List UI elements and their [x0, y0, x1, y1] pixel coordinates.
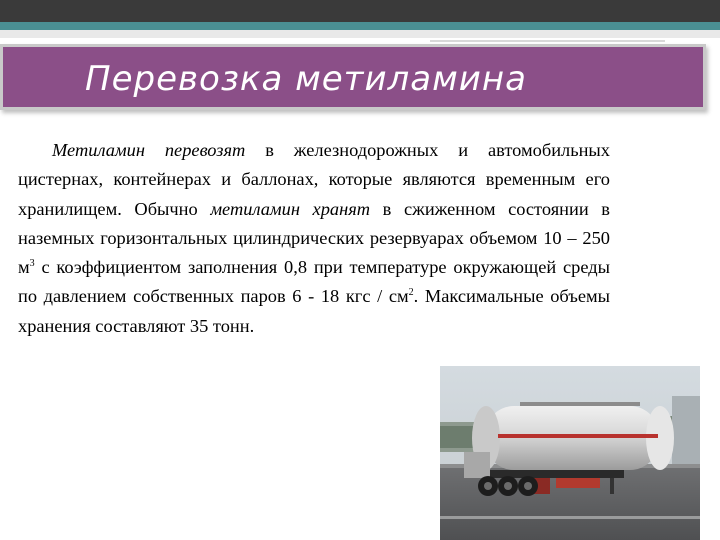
- title-banner: [0, 44, 706, 110]
- superscript-1: 3: [29, 258, 35, 270]
- top-gray-bar: [0, 30, 720, 38]
- paragraph-text-2: в сжиженном состоянии в наземных горизонтальных цилиндрических резервуарах объемом 10 – 250 м: [18, 198, 610, 278]
- top-dark-bar: [0, 0, 720, 22]
- top-divider-line: [430, 40, 665, 42]
- tank-trailer-photo: [440, 366, 700, 540]
- paragraph-text-3: с коэффициентом заполнения 0,8 при температуре окружающей среды по давлением собственных паров 6 - 18 кгс / см: [18, 257, 610, 307]
- superscript-2: 2: [408, 287, 414, 299]
- top-accent-bar: [0, 22, 720, 30]
- slide-title: Перевозка метиламина: [85, 59, 527, 99]
- body-paragraph: [18, 136, 610, 341]
- paragraph-text-1: в железнодорожных и автомобильных цистернах, контейнерах и баллонах, которые являются временным его хранилищем. Обычно: [18, 140, 610, 219]
- paragraph-text-4: . Максимальные объемы хранения составляют 35 тонн.: [18, 286, 610, 336]
- italic-phrase-2: метиламин хранят: [210, 198, 371, 219]
- italic-phrase-1: Метиламин перевозят: [52, 140, 246, 160]
